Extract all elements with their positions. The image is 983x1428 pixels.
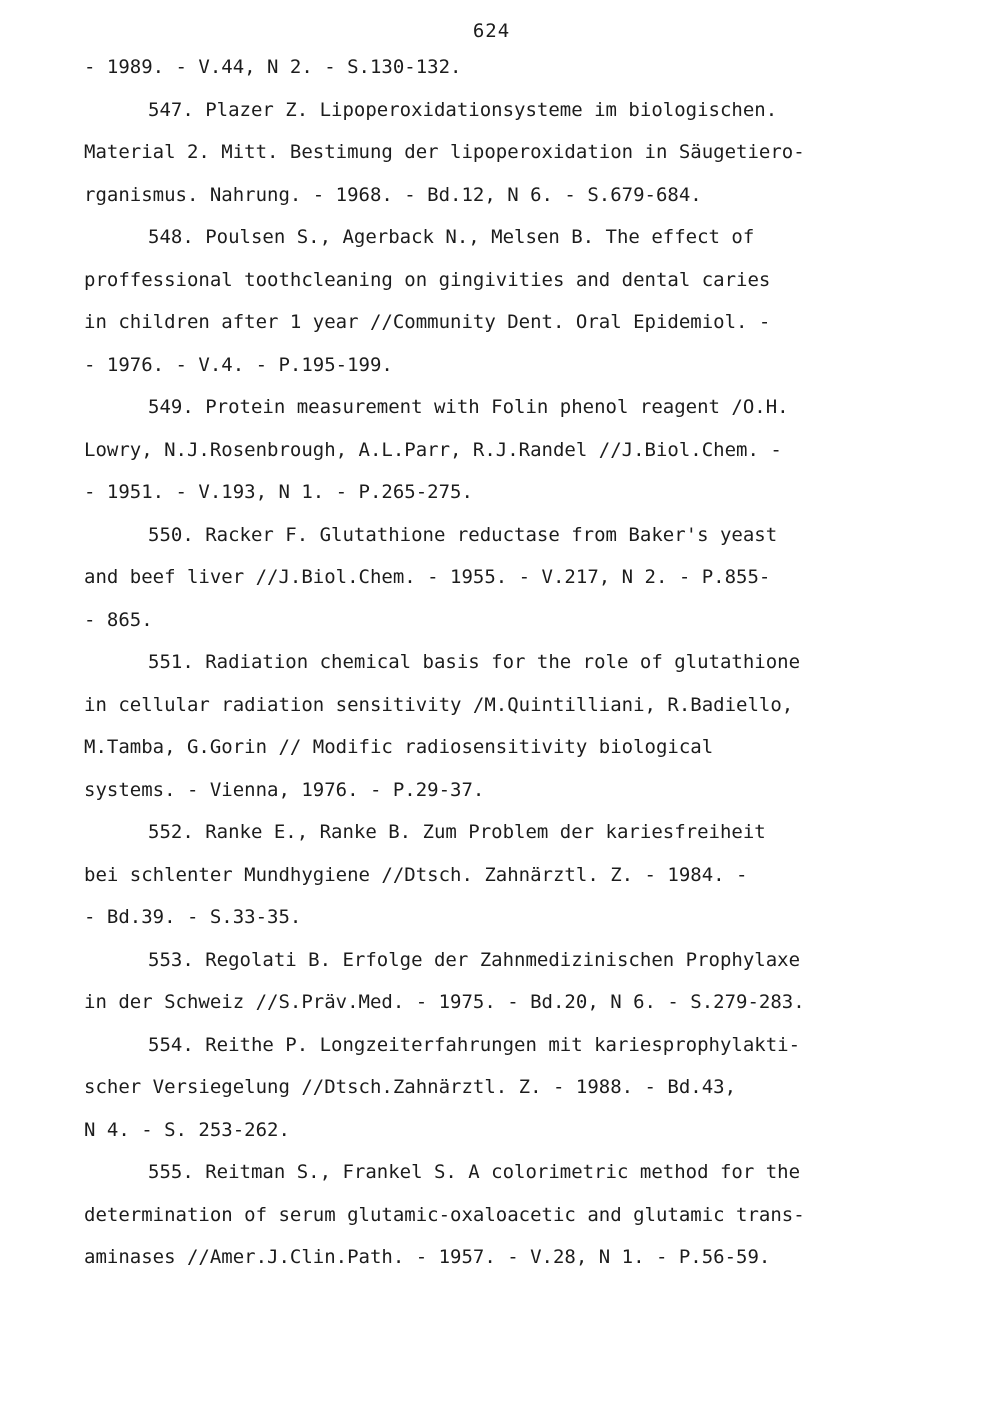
reference-line: - 1989. - V.44, N 2. - S.130-132. <box>84 56 462 78</box>
reference-line: - 1951. - V.193, N 1. - P.265-275. <box>84 481 473 503</box>
reference-line: 547. Plazer Z. Lipoperoxidationsysteme im biologischen. <box>148 98 778 121</box>
reference-line: in der Schweiz //S.Präv.Med. - 1975. - Bd.20, N 6. - S.279-283. <box>84 991 805 1013</box>
reference-line: and beef liver //J.Biol.Chem. - 1955. - V.217, N 2. - P.855- <box>84 566 771 588</box>
reference-line: proffessional toothcleaning on gingivities and dental caries <box>84 268 771 291</box>
reference-line: bei schlenter Mundhygiene //Dtsch. Zahnärztl. Z. - 1984. - <box>84 863 748 886</box>
reference-line: - 1976. - V.4. - P.195-199. <box>84 353 393 376</box>
reference-line: - Bd.39. - S.33-35. <box>84 906 302 928</box>
reference-line: aminases //Amer.J.Clin.Path. - 1957. - V.28, N 1. - P.56-59. <box>84 1246 771 1268</box>
reference-line: 552. Ranke E., Ranke B. Zum Problem der kariesfreiheit <box>148 821 766 843</box>
reference-line: 555. Reitman S., Frankel S. A colorimetric method for the <box>148 1161 801 1183</box>
reference-line: scher Versiegelung //Dtsch.Zahnärztl. Z. - 1988. - Bd.43, <box>84 1076 737 1098</box>
reference-list <box>84 46 904 1279</box>
reference-line: in cellular radiation sensitivity /M.Quintilliani, R.Badiello, <box>84 693 794 716</box>
reference-line: rganismus. Nahrung. - 1968. - Bd.12, N 6. - S.679-684. <box>84 183 702 206</box>
page-number: 624 <box>472 20 511 42</box>
reference-line: 549. Protein measurement with Folin phenol reagent /O.H. <box>148 396 789 418</box>
reference-line: 554. Reithe P. Longzeiterfahrungen mit kariesprophylakti- <box>148 1033 801 1056</box>
reference-line: - 865. <box>84 608 153 631</box>
reference-line: Lowry, N.J.Rosenbrough, A.L.Parr, R.J.Randel //J.Biol.Chem. - <box>84 438 782 461</box>
reference-line: in children after 1 year //Community Dent. Oral Epidemiol. - <box>84 311 771 333</box>
reference-line: systems. - Vienna, 1976. - P.29-37. <box>84 778 485 801</box>
reference-line: 551. Radiation chemical basis for the role of glutathione <box>148 651 801 673</box>
reference-line: 553. Regolati B. Erfolge der Zahnmedizinischen Prophylaxe <box>148 948 801 971</box>
reference-line: determination of serum glutamic-oxaloacetic and glutamic trans- <box>84 1203 805 1226</box>
reference-line: 548. Poulsen S., Agerback N., Melsen B. The effect of <box>148 226 755 248</box>
reference-line: N 4. - S. 253-262. <box>84 1118 290 1141</box>
reference-line: M.Tamba, G.Gorin // Modific radiosensitivity biological <box>84 736 714 758</box>
reference-line: Material 2. Mitt. Bestimung der lipoperoxidation in Säugetiero- <box>84 141 805 163</box>
reference-line: 550. Racker F. Glutathione reductase from Baker's yeast <box>148 523 778 546</box>
